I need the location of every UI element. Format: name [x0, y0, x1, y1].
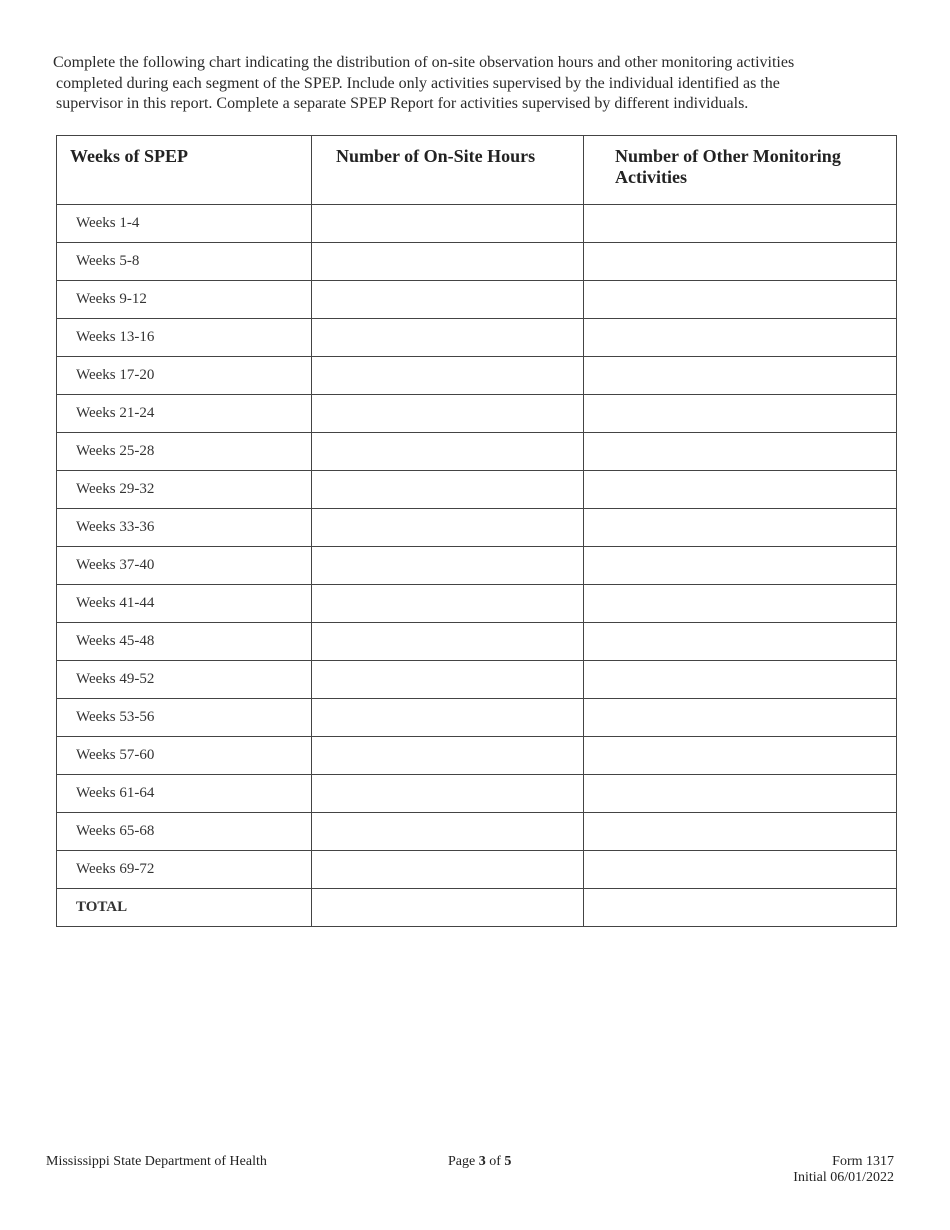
- table-row: [57, 509, 897, 547]
- table-row: [57, 547, 897, 585]
- table-row: [57, 395, 897, 433]
- page-total: 5: [504, 1154, 512, 1169]
- week-range-label: Weeks 25-28: [57, 433, 312, 471]
- week-range-label: Weeks 61-64: [57, 775, 312, 813]
- on-site-hours-cell[interactable]: [312, 585, 584, 623]
- table-row: [57, 471, 897, 509]
- form-number: Form 1317: [832, 1154, 894, 1169]
- form-initial-date: Initial 06/01/2022: [793, 1170, 894, 1185]
- on-site-hours-cell[interactable]: [312, 775, 584, 813]
- instructions-paragraph: [53, 53, 863, 115]
- table-row: [57, 623, 897, 661]
- table-row: [57, 661, 897, 699]
- week-range-label: Weeks 29-32: [57, 471, 312, 509]
- week-range-label: Weeks 21-24: [57, 395, 312, 433]
- on-site-hours-cell[interactable]: [312, 699, 584, 737]
- table-row: [57, 699, 897, 737]
- page-current: 3: [478, 1154, 486, 1169]
- table-row: [57, 737, 897, 775]
- total-label: TOTAL: [57, 889, 312, 927]
- on-site-hours-cell[interactable]: [312, 395, 584, 433]
- other-monitoring-cell[interactable]: [584, 547, 897, 585]
- week-range-label: Weeks 45-48: [57, 623, 312, 661]
- week-range-label: Weeks 37-40: [57, 547, 312, 585]
- week-range-label: Weeks 33-36: [57, 509, 312, 547]
- instructions-line: completed during each segment of the SPEP. Include only activities supervised by the individual identified as the: [56, 74, 780, 92]
- table-row: [57, 433, 897, 471]
- table-row: [57, 585, 897, 623]
- on-site-hours-cell[interactable]: [312, 813, 584, 851]
- table-row: [57, 357, 897, 395]
- table-row: [57, 243, 897, 281]
- other-monitoring-cell[interactable]: [584, 661, 897, 699]
- other-monitoring-cell[interactable]: [584, 357, 897, 395]
- other-monitoring-cell[interactable]: [584, 699, 897, 737]
- total-row: [57, 889, 897, 927]
- spep-distribution-table: [56, 135, 897, 927]
- week-range-label: Weeks 65-68: [57, 813, 312, 851]
- page-of: of: [489, 1154, 501, 1169]
- on-site-hours-cell[interactable]: [312, 547, 584, 585]
- other-monitoring-cell[interactable]: [584, 433, 897, 471]
- on-site-hours-cell[interactable]: [312, 623, 584, 661]
- on-site-hours-cell[interactable]: [312, 281, 584, 319]
- on-site-hours-cell[interactable]: [312, 433, 584, 471]
- other-monitoring-cell[interactable]: [584, 585, 897, 623]
- table-row: [57, 319, 897, 357]
- other-monitoring-cell[interactable]: [584, 205, 897, 243]
- week-range-label: Weeks 1-4: [57, 205, 312, 243]
- week-range-label: Weeks 17-20: [57, 357, 312, 395]
- on-site-hours-cell[interactable]: [312, 357, 584, 395]
- header-on-site-hours: Number of On-Site Hours: [312, 136, 584, 205]
- week-range-label: Weeks 49-52: [57, 661, 312, 699]
- week-range-label: Weeks 9-12: [57, 281, 312, 319]
- other-monitoring-cell[interactable]: [584, 889, 897, 927]
- header-weeks-of-spep: Weeks of SPEP: [57, 136, 312, 205]
- other-monitoring-cell[interactable]: [584, 623, 897, 661]
- instructions-line: supervisor in this report. Complete a separate SPEP Report for activities supervised by different individuals.: [56, 95, 749, 112]
- other-monitoring-cell[interactable]: [584, 775, 897, 813]
- week-range-label: Weeks 5-8: [57, 243, 312, 281]
- other-monitoring-cell[interactable]: [584, 281, 897, 319]
- page-prefix: Page: [448, 1154, 476, 1169]
- on-site-hours-cell[interactable]: [312, 243, 584, 281]
- week-range-label: Weeks 13-16: [57, 319, 312, 357]
- week-range-label: Weeks 69-72: [57, 851, 312, 889]
- other-monitoring-cell[interactable]: [584, 395, 897, 433]
- on-site-hours-cell[interactable]: [312, 851, 584, 889]
- week-range-label: Weeks 57-60: [57, 737, 312, 775]
- other-monitoring-cell[interactable]: [584, 243, 897, 281]
- header-other-monitoring-activities: Number of Other Monitoring Activities: [584, 136, 897, 205]
- table-header-row: [57, 136, 897, 205]
- on-site-hours-cell[interactable]: [312, 319, 584, 357]
- instructions-line: Complete the following chart indicating the distribution of on-site observation hours and other monitoring activities: [53, 54, 795, 71]
- on-site-hours-cell[interactable]: [312, 661, 584, 699]
- week-range-label: Weeks 41-44: [57, 585, 312, 623]
- table-row: [57, 205, 897, 243]
- other-monitoring-cell[interactable]: [584, 319, 897, 357]
- table-row: [57, 775, 897, 813]
- on-site-hours-cell[interactable]: [312, 737, 584, 775]
- on-site-hours-cell[interactable]: [312, 509, 584, 547]
- other-monitoring-cell[interactable]: [584, 471, 897, 509]
- week-range-label: Weeks 53-56: [57, 699, 312, 737]
- other-monitoring-cell[interactable]: [584, 813, 897, 851]
- on-site-hours-cell[interactable]: [312, 471, 584, 509]
- table-row: [57, 813, 897, 851]
- footer-form-info: [793, 1154, 894, 1186]
- on-site-hours-cell[interactable]: [312, 205, 584, 243]
- on-site-hours-cell[interactable]: [312, 889, 584, 927]
- footer-page-number: [448, 1154, 511, 1170]
- table-row: [57, 281, 897, 319]
- table-row: [57, 851, 897, 889]
- footer-organization: Mississippi State Department of Health: [46, 1154, 267, 1169]
- other-monitoring-cell[interactable]: [584, 851, 897, 889]
- other-monitoring-cell[interactable]: [584, 509, 897, 547]
- other-monitoring-cell[interactable]: [584, 737, 897, 775]
